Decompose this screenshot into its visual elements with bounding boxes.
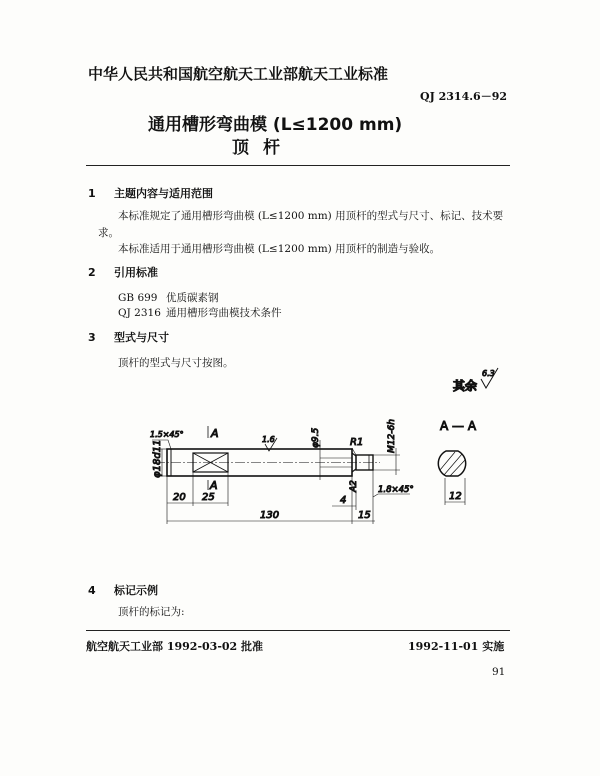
roughness-other-value: 6.3 xyxy=(482,369,495,378)
section-number: 4 xyxy=(88,584,96,597)
document-title: 通用槽形弯曲模 (L≤1200 mm) xyxy=(148,115,403,135)
dim-25: 25 xyxy=(202,492,215,503)
section-mark-top: A xyxy=(211,427,219,440)
reference-code: QJ 2316 xyxy=(118,307,161,319)
paragraph: 求。 xyxy=(98,227,119,239)
paragraph: 顶杆的标记为: xyxy=(118,606,185,618)
paragraph: 顶杆的型式与尺寸按图。 xyxy=(118,357,234,369)
roughness-other-label: 其余 xyxy=(453,379,478,393)
thread-label: M12-6h xyxy=(387,419,397,453)
chamfer-right-label: 1.8×45° xyxy=(378,485,414,495)
reference-code: GB 699 xyxy=(118,292,158,304)
chamfer-left-label: 1.5×45° xyxy=(150,430,184,439)
reference-name: 优质碳素钢 xyxy=(166,292,219,304)
small-diameter-label: φ9.5 xyxy=(311,427,321,448)
dim-20: 20 xyxy=(173,492,186,503)
section-number: 1 xyxy=(88,187,96,200)
diameter-label: φ18d11 xyxy=(152,439,163,478)
section-title: 引用标准 xyxy=(114,266,158,279)
reference-name: 通用槽形弯曲模技术条件 xyxy=(166,307,282,319)
section-title: 主题内容与适用范围 xyxy=(114,187,213,200)
implementation-date: 1992-11-01 实施 xyxy=(408,640,505,653)
page-number: 91 xyxy=(492,666,506,678)
dim-130: 130 xyxy=(260,510,280,521)
paragraph: 本标准规定了通用槽形弯曲模 (L≤1200 mm) 用顶杆的型式与尺寸、标记、技术要 xyxy=(118,210,504,222)
document-subtitle: 顶杆 xyxy=(232,138,294,158)
dim-12: 12 xyxy=(449,491,462,502)
standard-code: QJ 2314.6－92 xyxy=(420,90,508,103)
center-hole-label: A2 xyxy=(349,480,359,492)
section-number: 2 xyxy=(88,266,96,279)
issuing-organization: 中华人民共和国航空航天工业部航天工业标准 xyxy=(88,65,389,83)
section-title: 型式与尺寸 xyxy=(114,331,169,344)
footer-divider xyxy=(86,630,510,631)
roughness-label: 1.6 xyxy=(262,435,275,444)
paragraph: 本标准适用于通用槽形弯曲模 (L≤1200 mm) 用顶杆的制造与验收。 xyxy=(118,243,441,255)
section-number: 3 xyxy=(88,331,96,344)
section-mark-bottom: A xyxy=(210,479,218,492)
section-view-title: A — A xyxy=(440,419,477,433)
radius-label: R1 xyxy=(350,437,364,448)
section-4-heading xyxy=(88,582,158,598)
dim-15: 15 xyxy=(358,510,371,521)
approval-date: 航空航天工业部 1992-03-02 批准 xyxy=(86,640,264,653)
dim-4: 4 xyxy=(340,495,347,506)
section-title: 标记示例 xyxy=(114,584,158,597)
